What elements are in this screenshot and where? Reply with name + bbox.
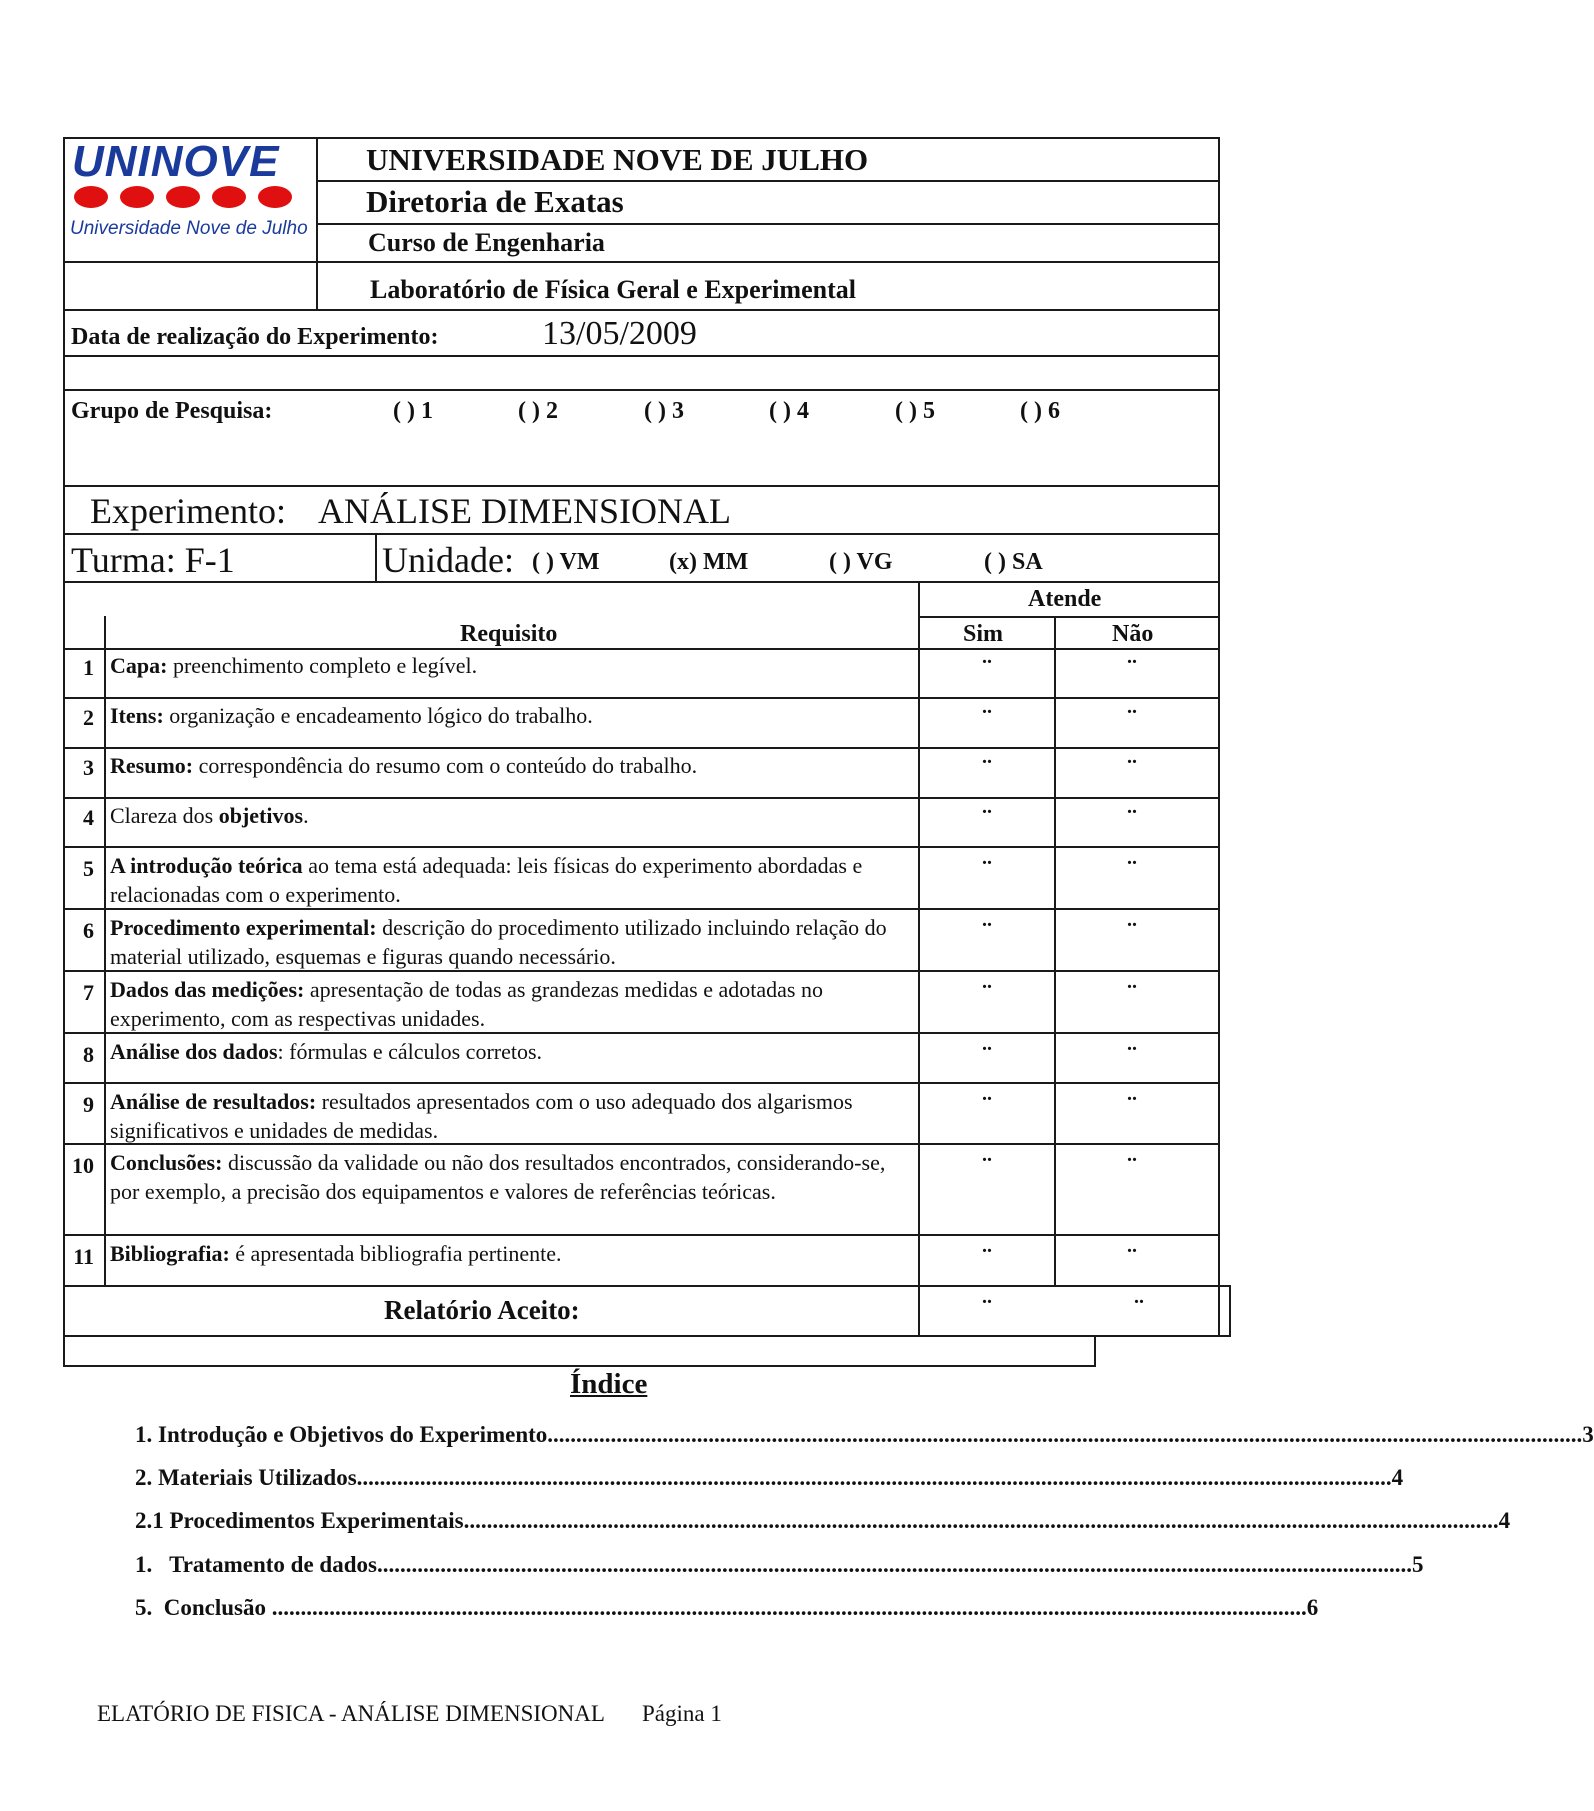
toc-label: 2. Materiais Utilizados <box>135 1465 357 1490</box>
logo-subtitle: Universidade Nove de Julho <box>70 218 308 239</box>
unidade-option-mm[interactable]: (x) MM <box>669 549 749 575</box>
course-name: Curso de Engenharia <box>368 228 605 257</box>
toc-item[interactable] <box>135 1465 1404 1491</box>
toc-label: 2.1 Procedimentos Experimentais <box>135 1508 464 1533</box>
row-rest: apresentação de todas as grandezas medidas e adotadas no experimento, com as respectivas unidades. <box>110 977 823 1031</box>
row-text <box>110 1148 920 1206</box>
row-text <box>110 1239 920 1268</box>
info-line-2 <box>63 389 1220 391</box>
row-rest: preenchimento completo e legível. <box>167 653 478 678</box>
row-rest: descrição do procedimento utilizado incluindo relação do material utilizado, esquemas e figuras quando necessário. <box>110 915 887 969</box>
row-number: 2 <box>83 705 94 730</box>
col-line-num <box>104 616 106 1287</box>
row-bold: objetivos <box>218 803 304 828</box>
sim-checkbox[interactable]: .. <box>982 1235 992 1257</box>
sim-checkbox[interactable]: .. <box>982 696 992 718</box>
sim-header: Sim <box>963 621 1004 647</box>
accepted-row <box>63 1285 1220 1337</box>
row-number: 1 <box>83 655 94 680</box>
toc-leader: .................................................................................................................................................................................... <box>463 1508 1499 1533</box>
toc-leader: .................................................................................................................................................................................... <box>356 1465 1392 1490</box>
nao-checkbox[interactable]: .. <box>1127 746 1137 768</box>
group-label: Grupo de Pesquisa: <box>71 398 273 424</box>
header-line-3 <box>63 261 1220 263</box>
accepted-divider <box>918 1285 920 1337</box>
nao-header: Não <box>1112 621 1154 647</box>
row-bold: Resumo: <box>110 753 194 778</box>
nao-checkbox[interactable]: .. <box>1127 847 1137 869</box>
row-number: 3 <box>83 755 94 780</box>
logo-dot <box>120 186 154 208</box>
head-line <box>63 648 1220 650</box>
group-option-5[interactable]: ( ) 5 <box>895 398 935 424</box>
row-rest: correspondência do resumo com o conteúdo do trabalho. <box>193 753 698 778</box>
row-bold: Procedimento experimental: <box>110 915 377 940</box>
turma-value: Turma: F-1 <box>71 540 235 580</box>
row-rest: : fórmulas e cálculos corretos. <box>277 1039 543 1064</box>
toc-leader: .................................................................................................................................................................................... <box>271 1595 1307 1620</box>
empty-row <box>63 1335 1096 1367</box>
row-bold: Itens: <box>110 703 164 728</box>
row-bold: Bibliografia: <box>110 1241 230 1266</box>
row-text <box>110 1037 920 1066</box>
row-text <box>110 913 920 971</box>
row-rest: organização e encadeamento lógico do trabalho. <box>163 703 593 728</box>
lab-name: Laboratório de Física Geral e Experimental <box>370 275 856 304</box>
uninove-logo: UNINOVE <box>72 137 280 186</box>
unidade-option-vg[interactable]: ( ) VG <box>829 549 893 575</box>
directorate-name: Diretoria de Exatas <box>366 184 624 219</box>
row-text <box>110 851 920 909</box>
nao-checkbox[interactable]: .. <box>1127 1235 1137 1257</box>
index-title: Índice <box>570 1368 648 1400</box>
accepted-nao-checkbox[interactable]: .. <box>1134 1286 1144 1308</box>
toc-leader: .................................................................................................................................................................................... <box>376 1552 1412 1577</box>
sim-checkbox[interactable]: .. <box>982 646 992 668</box>
toc-label: 5. Conclusão <box>135 1595 272 1620</box>
toc-item[interactable] <box>135 1552 1424 1578</box>
group-option-3[interactable]: ( ) 3 <box>644 398 684 424</box>
sim-checkbox[interactable]: .. <box>982 909 992 931</box>
row-number: 5 <box>83 856 94 881</box>
logo-dot <box>74 186 108 208</box>
nao-checkbox[interactable]: .. <box>1127 1083 1137 1105</box>
row-line <box>63 747 1220 749</box>
group-option-6[interactable]: ( ) 6 <box>1020 398 1060 424</box>
footer-page: Página 1 <box>642 1701 722 1726</box>
toc-item[interactable] <box>135 1508 1511 1534</box>
row-rest: . <box>303 803 309 828</box>
row-rest: resultados apresentados com o uso adequado dos algarismos significativos e unidades de medidas. <box>110 1089 853 1143</box>
header-line-1 <box>316 180 1220 182</box>
toc-label: 1. Tratamento de dados <box>135 1552 377 1577</box>
sim-checkbox[interactable]: .. <box>982 1083 992 1105</box>
nao-checkbox[interactable]: .. <box>1127 646 1137 668</box>
date-value: 13/05/2009 <box>542 315 697 352</box>
toc-page: 3 <box>1582 1422 1594 1447</box>
row-text <box>110 651 920 680</box>
row-text <box>110 801 920 830</box>
row-text <box>110 1087 920 1145</box>
row-text <box>110 975 920 1033</box>
row-number: 6 <box>83 918 94 943</box>
col-line-nao <box>1054 616 1056 1287</box>
experiment-label: Experimento: <box>90 491 286 531</box>
info-line-3 <box>63 485 1220 487</box>
sim-checkbox[interactable]: .. <box>982 746 992 768</box>
row-bold: A introdução teórica <box>110 853 303 878</box>
info-line-4 <box>63 533 1220 535</box>
row-bold: Análise dos dados <box>110 1039 278 1064</box>
sim-checkbox[interactable]: .. <box>982 796 992 818</box>
row-bold: Dados das medições: <box>110 977 305 1002</box>
nao-checkbox[interactable]: .. <box>1127 971 1137 993</box>
group-option-2[interactable]: ( ) 2 <box>518 398 558 424</box>
row-pre: Clareza dos <box>110 803 219 828</box>
row-number: 9 <box>83 1092 94 1117</box>
toc-page: 4 <box>1391 1465 1404 1490</box>
footer-title: ELATÓRIO DE FISICA - ANÁLISE DIMENSIONAL <box>97 1701 605 1726</box>
sim-checkbox[interactable]: .. <box>982 847 992 869</box>
experiment-value: ANÁLISE DIMENSIONAL <box>318 491 731 531</box>
group-option-1[interactable]: ( ) 1 <box>393 398 433 424</box>
row-number: 4 <box>83 805 94 830</box>
nao-checkbox[interactable]: .. <box>1127 696 1137 718</box>
toc-leader: .................................................................................................................................................................................... <box>547 1422 1583 1447</box>
row-line <box>63 797 1220 799</box>
date-label: Data de realização do Experimento: <box>71 324 439 350</box>
row-rest: discussão da validade ou não dos resultados encontrados, considerando-se, por exemplo, a precisão dos equipamentos e valores de referências teóricas. <box>110 1150 886 1204</box>
row-line <box>63 846 1220 848</box>
atende-line <box>918 616 1220 618</box>
logo-dot <box>166 186 200 208</box>
nao-checkbox[interactable]: .. <box>1127 796 1137 818</box>
info-line-1 <box>63 355 1220 357</box>
row-number: 7 <box>83 980 94 1005</box>
toc-label: 1. Introdução e Objetivos do Experimento <box>135 1422 548 1447</box>
row-text <box>110 701 920 730</box>
row-line <box>63 1234 1220 1236</box>
toc-item[interactable] <box>135 1595 1319 1621</box>
row-number: 10 <box>72 1153 94 1178</box>
accepted-label: Relatório Aceito: <box>384 1295 580 1325</box>
group-option-4[interactable]: ( ) 4 <box>769 398 809 424</box>
toc-item[interactable] <box>135 1422 1594 1448</box>
row-line <box>63 1082 1220 1084</box>
university-name: UNIVERSIDADE NOVE DE JULHO <box>366 142 869 177</box>
toc-page: 6 <box>1306 1595 1319 1620</box>
header-line-2 <box>316 223 1220 225</box>
toc-page: 4 <box>1498 1508 1511 1533</box>
row-bold: Análise de resultados: <box>110 1089 317 1114</box>
toc-page: 5 <box>1411 1552 1424 1577</box>
row-rest: é apresentada bibliografia pertinente. <box>229 1241 562 1266</box>
row-bold: Conclusões: <box>110 1150 223 1175</box>
atende-header: Atende <box>1028 586 1102 612</box>
unidade-option-vm[interactable]: ( ) VM <box>532 549 600 575</box>
unidade-option-sa[interactable]: ( ) SA <box>984 549 1043 575</box>
logo-dot <box>212 186 246 208</box>
unidade-label: Unidade: <box>382 540 514 580</box>
nao-checkbox[interactable]: .. <box>1127 1144 1137 1166</box>
logo-dot <box>258 186 292 208</box>
row-text <box>110 751 920 780</box>
row-line <box>63 697 1220 699</box>
row-rest: ao tema está adequada: leis físicas do experimento abordadas e relacionadas com o experimento. <box>110 853 863 907</box>
sim-checkbox[interactable]: .. <box>982 1033 992 1055</box>
nao-checkbox[interactable]: .. <box>1127 909 1137 931</box>
turma-divider <box>375 533 377 583</box>
row-number: 11 <box>73 1244 94 1269</box>
row-bold: Capa: <box>110 653 168 678</box>
sim-checkbox[interactable]: .. <box>982 1144 992 1166</box>
nao-checkbox[interactable]: .. <box>1127 1033 1137 1055</box>
accepted-sim-checkbox[interactable]: .. <box>982 1286 992 1308</box>
row-number: 8 <box>83 1042 94 1067</box>
sim-checkbox[interactable]: .. <box>982 971 992 993</box>
requisito-header: Requisito <box>460 621 558 647</box>
